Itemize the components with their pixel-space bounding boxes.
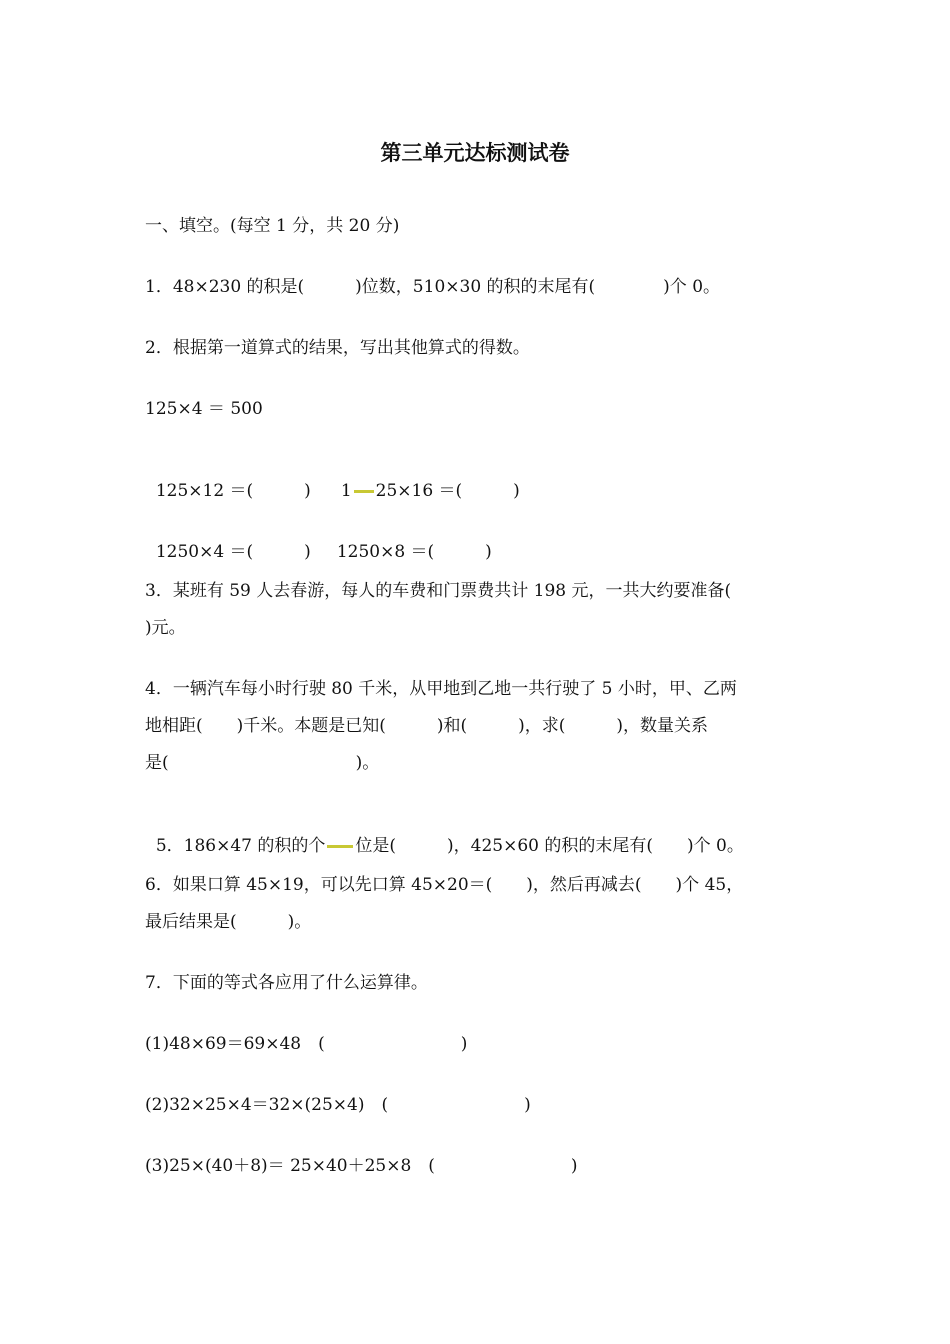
section-heading: 一、填空。(每空 1 分，共 20 分) <box>145 216 400 236</box>
highlight-mark <box>354 490 374 493</box>
question-4-line-2: 地相距( )千米。本题是已知( )和( )，求( )，数量关系 <box>145 716 709 736</box>
question-2: 2．根据第一道算式的结果，写出其他算式的得数。 <box>145 338 530 358</box>
question-2-item-d: 1250×8 ＝( ) <box>336 542 492 562</box>
question-7-item-3: (3)25×(40＋8)＝ 25×40＋25×8 ( ) <box>145 1156 578 1176</box>
page-title: 第三单元达标测试卷 <box>380 140 570 165</box>
question-3-line-1: 3．某班有 59 人去春游，每人的车费和门票费共计 198 元，一共大约要准备( <box>145 581 732 601</box>
question-7-item-2: (2)32×25×4＝32×(25×4) ( ) <box>145 1095 531 1115</box>
question-2-example: 125×4 ＝ 500 <box>145 399 263 419</box>
question-2-item-a: 125×12 ＝( ) <box>155 481 311 501</box>
question-5-prefix: 5．186×47 的积的个 <box>155 836 326 856</box>
highlight-mark <box>327 845 353 848</box>
question-4-line-3: 是( )。 <box>145 753 380 773</box>
question-7-item-1: (1)48×69＝69×48 ( ) <box>145 1034 468 1054</box>
question-2-item-b-prefix: 1 <box>340 481 352 501</box>
question-2-row-1 <box>145 458 520 502</box>
question-6-line-1: 6．如果口算 45×19，可以先口算 45×20＝( )，然后再减去( )个 45， <box>145 875 744 895</box>
question-1: 1．48×230 的积是( )位数，510×30 的积的末尾有( )个 0。 <box>145 277 721 297</box>
question-7: 7．下面的等式各应用了什么运算律。 <box>145 973 428 993</box>
question-3-line-2: )元。 <box>145 618 186 638</box>
question-2-item-b-suffix: 25×16 ＝( ) <box>375 481 520 501</box>
question-6-line-2: 最后结果是( )。 <box>145 912 312 932</box>
question-5 <box>145 813 744 857</box>
question-2-row-2 <box>145 519 492 563</box>
question-4-line-1: 4．一辆汽车每小时行驶 80 千米，从甲地到乙地一共行驶了 5 小时，甲、乙两 <box>145 679 737 699</box>
question-5-suffix: 位是( )，425×60 的积的末尾有( )个 0。 <box>355 836 744 856</box>
question-2-item-c: 1250×4 ＝( ) <box>155 542 311 562</box>
